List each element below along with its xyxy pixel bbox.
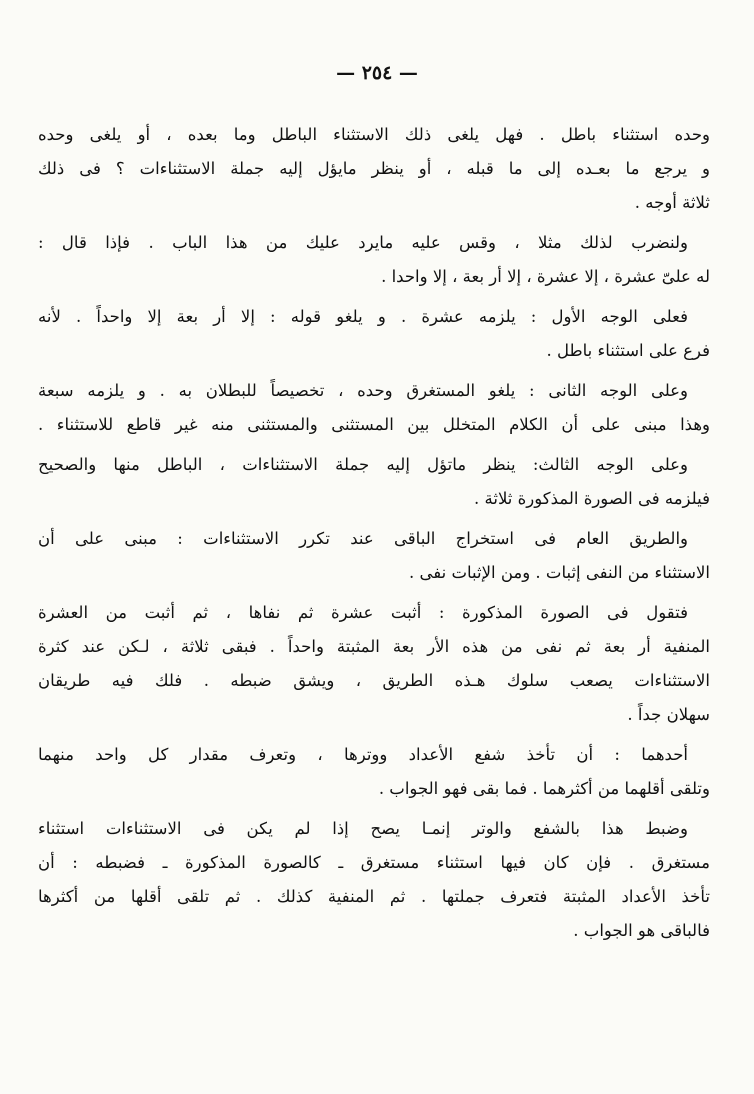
text-line: ولنضرب لذلك مثلا ، وقس عليه مايرد عليك من هذا الباب . فإذا قال : bbox=[38, 233, 688, 252]
paragraph bbox=[38, 812, 710, 948]
text-line: فيلزمه فى الصورة المذكورة ثلاثة . bbox=[474, 489, 710, 508]
text-line: فتقول فى الصورة المذكورة : أثبت عشرة ثم نفاها ، ثم أثبت من العشرة bbox=[38, 603, 688, 622]
text-line: فالباقى هو الجواب . bbox=[573, 921, 710, 940]
paragraph bbox=[38, 738, 710, 806]
text-line: سهلان جداً . bbox=[627, 705, 710, 724]
paragraph bbox=[38, 226, 710, 294]
text-line: تأخذ الأعداد المثبتة فتعرف جملتها . ثم المنفية كذلك . ثم تلقى أقلها من أكثرها bbox=[38, 887, 710, 906]
text-line: وهذا مبنى على أن الكلام المتخلل بين المستثنى والمستثنى منه غير قاطع للاستثناء . bbox=[38, 415, 710, 434]
paragraph bbox=[38, 374, 710, 442]
paragraph bbox=[38, 300, 710, 368]
text-line: وعلى الوجه الثالث: ينظر ماتؤل إليه جملة الاستثناءات ، الباطل منها والصحيح bbox=[38, 455, 688, 474]
text-line: وضبط هذا بالشفع والوتر إنمـا يصح إذا لم يكن فى الاستثناءات استثناء bbox=[38, 819, 688, 838]
text-line: وعلى الوجه الثانى : يلغو المستغرق وحده ، تخصيصاً للبطلان به . و يلزمه سبعة bbox=[38, 381, 688, 400]
text-line: وتلقى أقلهما من أكثرهما . فما بقى فهو الجواب . bbox=[378, 779, 710, 798]
paragraph bbox=[38, 118, 710, 220]
text-line: و يرجع ما بعـده إلى ما قبله ، أو ينظر مايؤل إليه جملة الاستثناءات ؟ فى ذلك bbox=[38, 159, 710, 178]
text-line: فرع على استثناء باطل . bbox=[546, 341, 710, 360]
text-line: وحده استثناء باطل . فهل يلغى ذلك الاستثناء الباطل وما بعده ، أو يلغى وحده bbox=[38, 125, 710, 144]
paragraph bbox=[38, 448, 710, 516]
text-line: له علىّ عشرة ، إلا عشرة ، إلا أر بعة ، إلا واحدا . bbox=[381, 267, 710, 286]
text-line: أحدهما : أن تأخذ شفع الأعداد ووترها ، وتعرف مقدار كل واحد منهما bbox=[38, 745, 688, 764]
text-line: الاستثناءات يصعب سلوك هـذه الطريق ، ويشق ضبطه . فلك فيه طريقان bbox=[38, 671, 710, 690]
page-number: — ٢٥٤ — bbox=[336, 62, 418, 84]
text-line: المنفية أر بعة ثم نفى من هذه الأر بعة المثبتة واحداً . فبقى ثلاثة ، لـكن عند كثرة bbox=[38, 637, 710, 656]
paragraph bbox=[38, 522, 710, 590]
text-line: والطريق العام فى استخراج الباقى عند تكرر الاستثناءات : مبنى على أن bbox=[38, 529, 688, 548]
text-line: فعلى الوجه الأول : يلزمه عشرة . و يلغو قوله : إلا أر بعة إلا واحداً . لأنه bbox=[38, 307, 688, 326]
text-body bbox=[38, 118, 710, 954]
text-line: مستغرق . فإن كان فيها استثناء مستغرق ـ كالصورة المذكورة ـ فضبطه : أن bbox=[38, 853, 710, 872]
paragraph bbox=[38, 596, 710, 732]
text-line: الاستثناء من النفى إثبات . ومن الإثبات نفى . bbox=[409, 563, 710, 582]
text-line: ثلاثة أوجه . bbox=[634, 193, 710, 212]
